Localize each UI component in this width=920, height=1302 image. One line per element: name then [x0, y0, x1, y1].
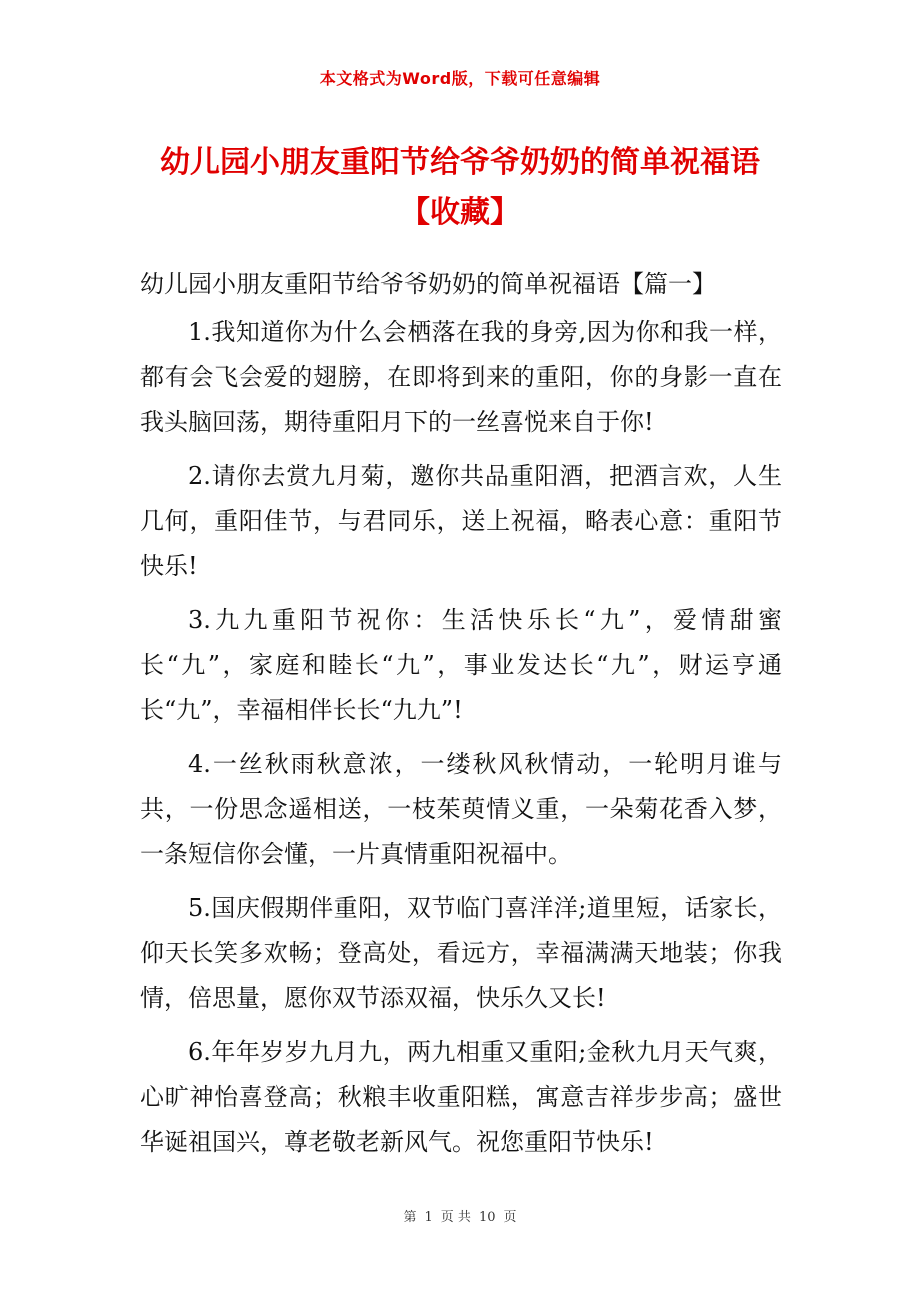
document-title: 幼儿园小朋友重阳节给爷爷奶奶的简单祝福语 【收藏】 [160, 145, 760, 230]
footer-middle: 页 共 [440, 1210, 471, 1225]
footer-suffix: 页 [503, 1210, 517, 1225]
blessing-paragraph-6: 6.年年岁岁九月九，两九相重又重阳;金秋九月天气爽，心旷神怡喜登高；秋粮丰收重阳糕，寓意吉祥步步高；盛世华诞祖国兴，尊老敬老新风气。祝您重阳节快乐! [140, 1038, 782, 1156]
blessing-paragraph-4: 4.一丝秋雨秋意浓，一缕秋风秋情动，一轮明月谁与共，一份思念遥相送，一枝茱萸情义重，一朵菊花香入梦，一条短信你会懂，一片真情重阳祝福中。 [140, 750, 782, 868]
footer-total-pages: 10 [478, 1210, 496, 1225]
footer-prefix: 第 [403, 1210, 417, 1225]
section-subtitle: 幼儿园小朋友重阳节给爷爷奶奶的简单祝福语【篇一】 [140, 270, 716, 298]
footer-page-number: 1 [424, 1210, 433, 1225]
page-footer [0, 1206, 920, 1225]
document-body [140, 262, 782, 1174]
blessing-paragraph-5: 5.国庆假期伴重阳，双节临门喜洋洋;道里短，话家长，仰天长笑多欢畅；登高处，看远方，幸福满满天地装；你我情，倍思量，愿你双节添双福，快乐久又长! [140, 894, 782, 1012]
blessing-paragraph-2: 2.请你去赏九月菊，邀你共品重阳酒，把酒言欢，人生几何，重阳佳节，与君同乐，送上祝福，略表心意：重阳节快乐! [140, 462, 782, 580]
blessing-paragraph-3: 3.九九重阳节祝你：生活快乐长“九”，爱情甜蜜长“九”，家庭和睦长“九”，事业发达长“九”，财运亨通长“九”，幸福相伴长长“九九”! [140, 606, 782, 724]
blessing-paragraph-1: 1.我知道你为什么会栖落在我的身旁,因为你和我一样，都有会飞会爱的翅膀，在即将到来的重阳，你的身影一直在我头脑回荡，期待重阳月下的一丝喜悦来自于你! [140, 318, 782, 436]
format-banner: 本文格式为Word版，下载可任意编辑 [319, 69, 601, 88]
